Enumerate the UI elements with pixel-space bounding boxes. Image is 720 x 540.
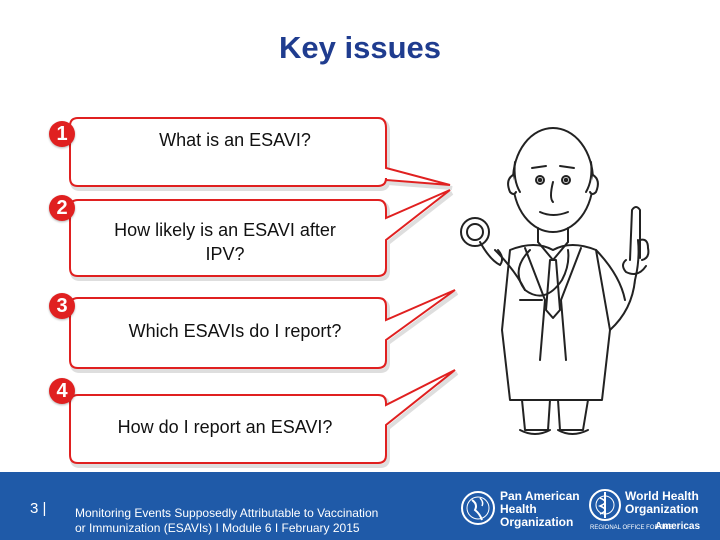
page-number: 3 | — [30, 500, 47, 517]
paho-name: Pan American Health Organization — [500, 489, 580, 529]
issue-text-1: What is an ESAVI? — [159, 130, 311, 150]
footer-caption: Monitoring Events Supposedly Attributable to Vaccination or Immunization (ESAVIs) I Module 6 I February 2015 — [75, 506, 379, 535]
issue-text-2: How likely is an ESAVI after IPV? — [114, 220, 336, 264]
issue-number-2: 2 — [49, 195, 75, 221]
doctor-illustration — [450, 100, 680, 445]
who-region-prefix: REGIONAL OFFICE FOR THE — [590, 525, 673, 531]
issue-text-4: How do I report an ESAVI? — [117, 417, 333, 437]
issue-text-3: Which ESAVIs do I report? — [128, 321, 342, 341]
paho-globe-icon — [460, 490, 496, 526]
issue-number-3: 3 — [49, 293, 75, 319]
who-emblem-icon — [588, 488, 622, 522]
who-name: World Health Organization — [625, 489, 699, 516]
who-region: Americas — [655, 521, 701, 532]
issue-number-4: 4 — [49, 378, 75, 404]
issue-number-1: 1 — [49, 121, 75, 147]
slide-title: Key issues — [279, 30, 441, 65]
